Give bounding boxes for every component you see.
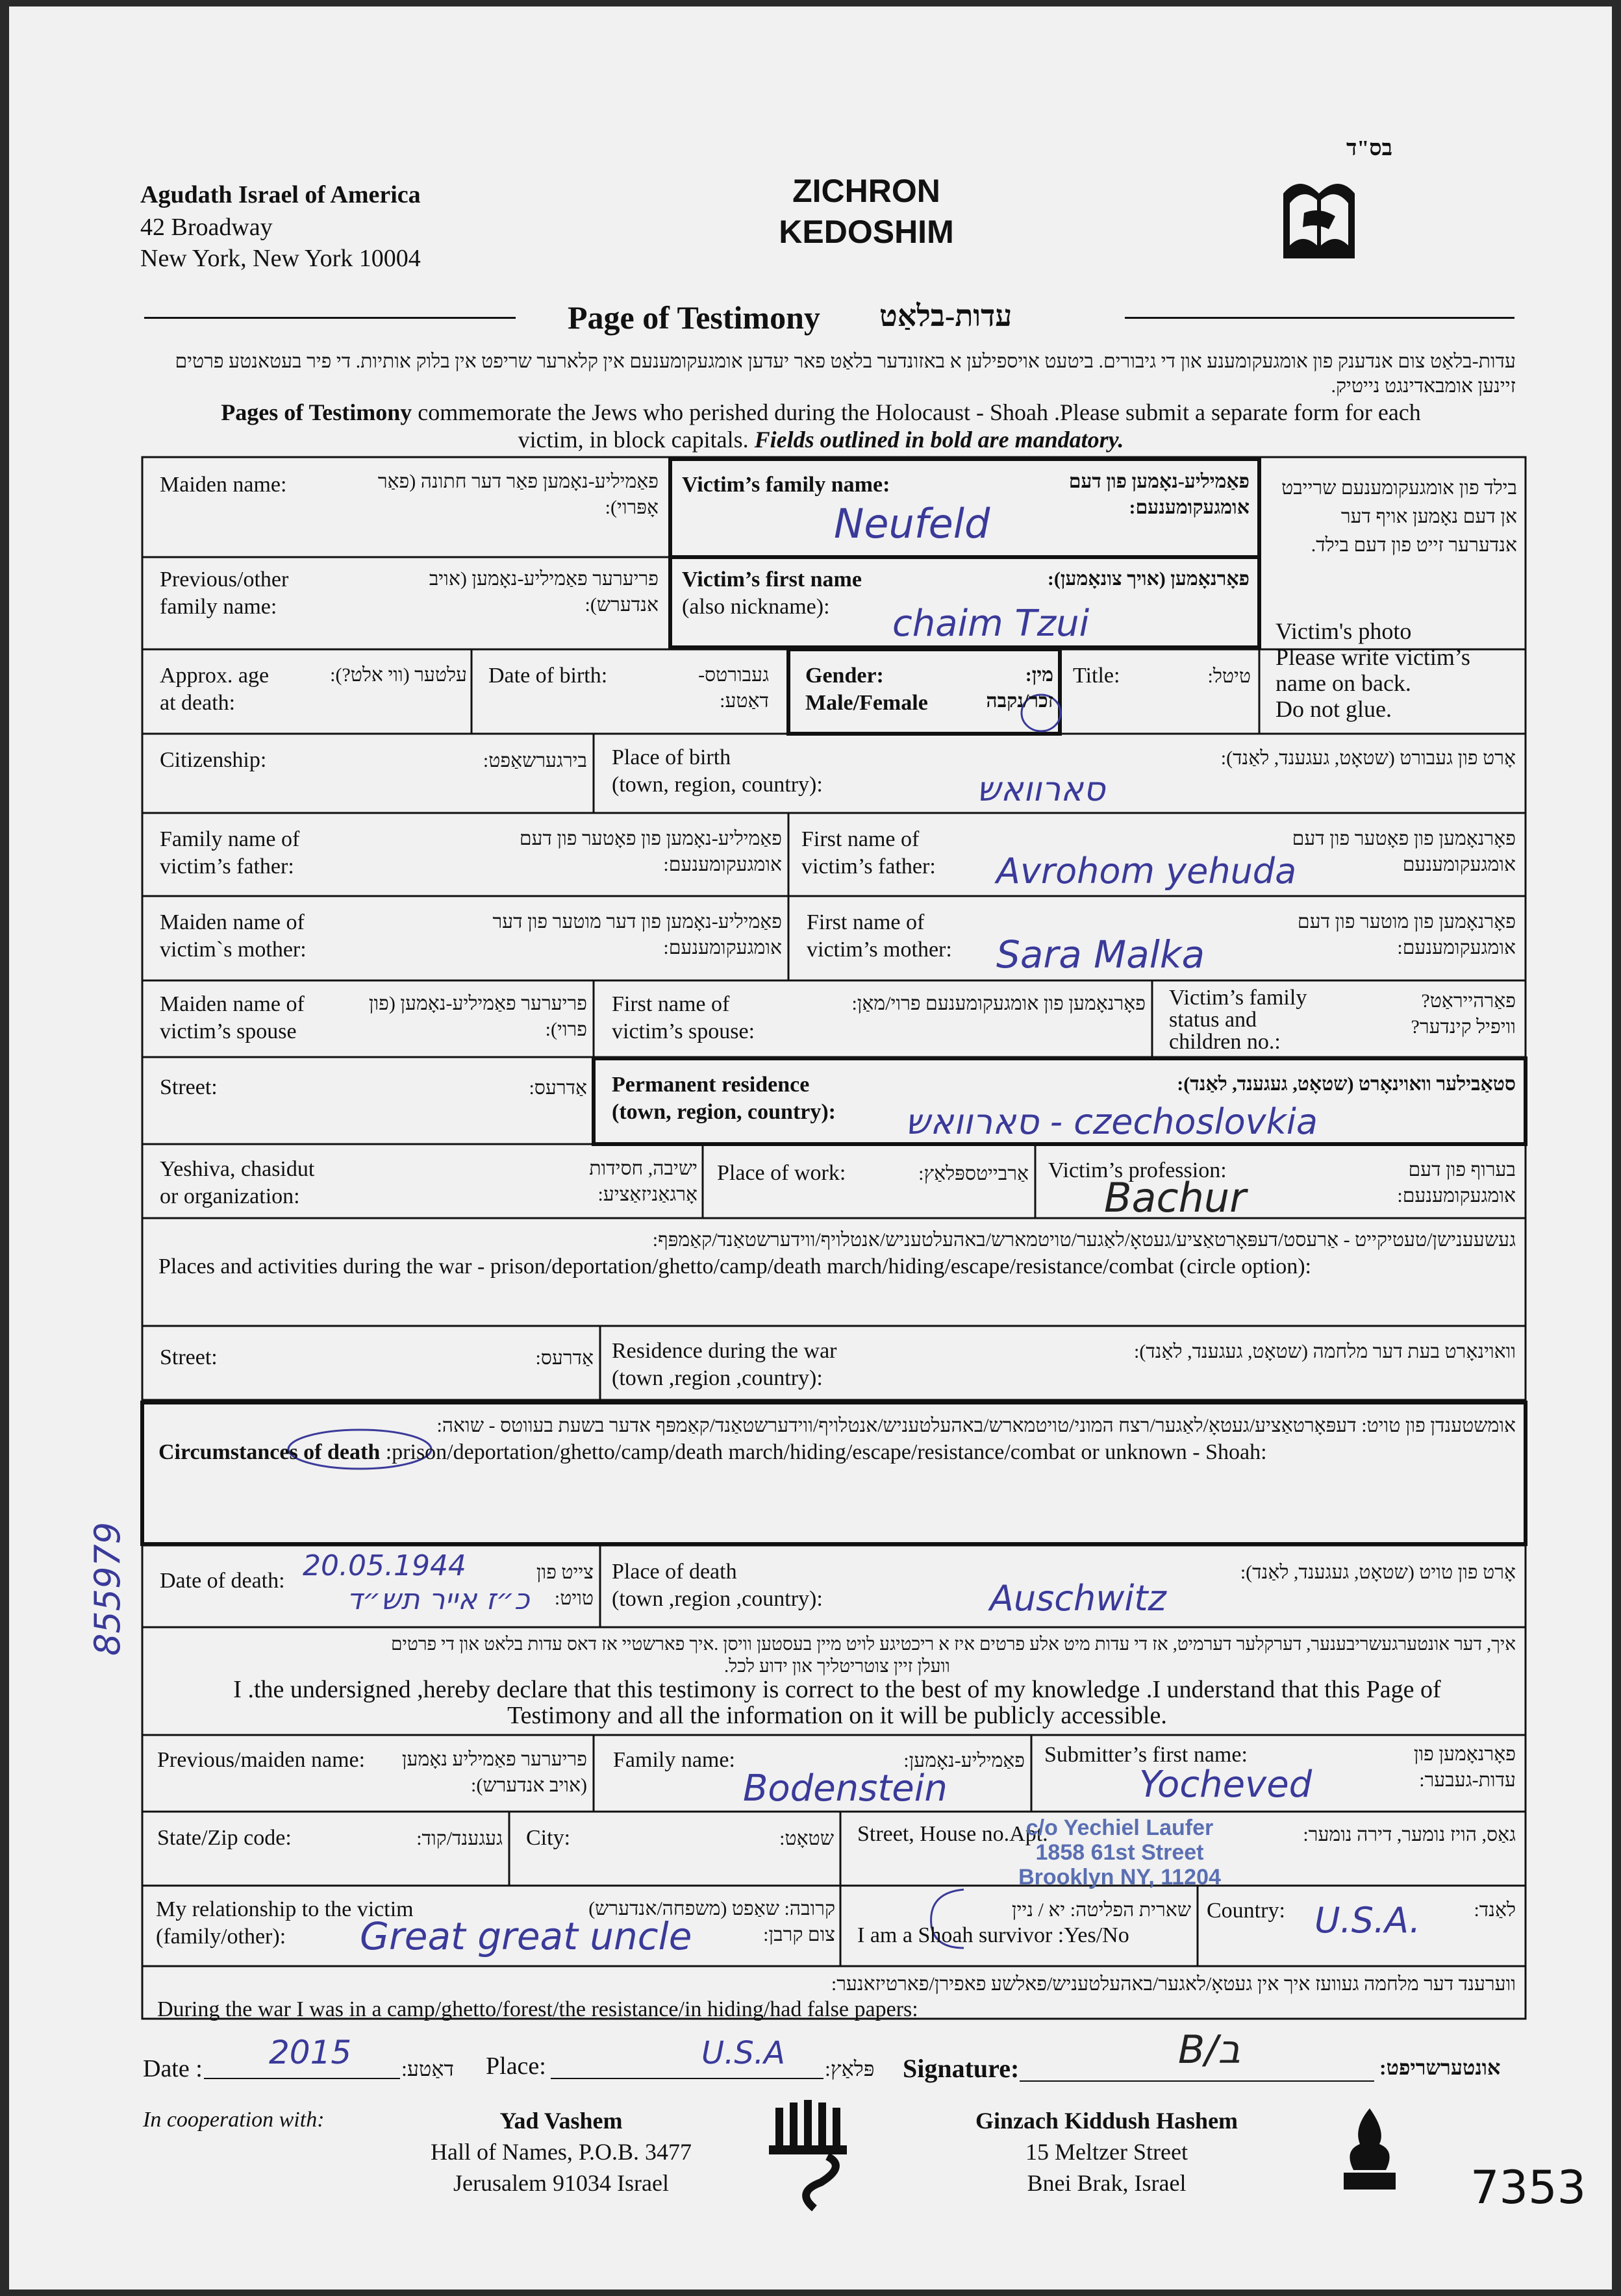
intro-english: Pages of Testimony commemorate the Jews who perished during the Holocaust - Shoah .Please submit a separate form for each <box>221 399 1421 425</box>
submitter-family-value[interactable]: Bodenstein <box>743 1767 948 1810</box>
dob-label: Date of birth: <box>488 664 608 688</box>
family-status-label: Victim’s family status and children no.: <box>1169 986 1307 1054</box>
spouse-first-label: First name of victim’s spouse: <box>612 992 755 1043</box>
street-label: Street: <box>160 1075 218 1099</box>
death-place-yiddish: אָרט פון טויט (שטאָט, געגענד, לאַנד): <box>1240 1562 1516 1583</box>
intro-english-2: victim, in block capitals. Fields outlined in bold are mandatory. <box>518 427 1124 453</box>
street-yiddish: אַדרעס: <box>529 1077 587 1099</box>
submitter-family-yiddish: פאַמיליע-נאָמען: <box>903 1750 1025 1771</box>
date-yiddish: דאַטע: <box>401 2057 454 2080</box>
father-first-value[interactable]: Avrohom yehuda <box>996 851 1297 892</box>
submitter-prev-name-label: Previous/maiden name: <box>157 1748 366 1772</box>
relationship-value[interactable]: Great great uncle <box>360 1914 692 1958</box>
maiden-name-yiddish: פאַמיליע-נאָמען פאַר דער חתונה (פאַר אָפּרוי): <box>377 471 659 518</box>
family-status-yiddish: פאַרהייראַט? וויפיל קינדער? <box>1411 990 1516 1038</box>
residence-value[interactable]: סארוואש - czechoslovkia <box>905 1101 1318 1142</box>
death-place-value[interactable]: Auschwitz <box>990 1578 1166 1619</box>
street-no-yiddish: גאַס, הויז נומער, דירה נומער: <box>1303 1824 1516 1845</box>
place-label: Place: <box>486 2053 546 2080</box>
declaration-yiddish: איך, דער אונטערגעשריבענער, דערקלער דערמיט, אז די עדות מיט אלע פרטים איז א ריכטיגע לויט מיין בעסטען וויסן .איך פארשטיי אז דאס עדות בלאט און די פרטים וועלן זיין צוטריטליך און ידוע לכל. <box>391 1634 1516 1677</box>
war-camp-yiddish: ווערענד דער מלחמה געוועז איך אין געטאָ/לאגער/באהעלטעניש/פאלשע פאפירן/פארטיזאנער: <box>831 1973 1516 1995</box>
org-address-1: 42 Broadway <box>140 214 273 241</box>
spouse-first-yiddish: פאָרנאָמען פון אומגעקומענעם פרוי/מאַן: <box>851 993 1146 1014</box>
circumstances-label: Circumstances of death :prison/deportation/ghetto/camp/death march/hiding/escape/resistance/combat or unknown - Shoah: <box>158 1440 1267 1464</box>
place-yiddish: פּלאַץ: <box>825 2057 875 2080</box>
submitter-prev-name-yiddish: פריערער פאַמיליע נאָמען (אויב אנדערש): <box>401 1749 587 1796</box>
testimony-page <box>9 6 1612 2290</box>
circumstances-yiddish: אומשטענדן פון טויט: דעפּאָרטאַציע/געטאָ/לאַגער/רצח המוני/טויטמארש/באהעלטעניש/אנטלויף/ווידערשטאַנד/קאַמפּף אדער בשעת בעווטס - שואה: <box>436 1415 1516 1436</box>
mother-maiden-label: Maiden name of victim`s mother: <box>160 910 307 962</box>
org-address-2: New York, New York 10004 <box>140 245 421 272</box>
state-label: State/Zip code: <box>157 1826 292 1850</box>
age-label: Approx. age at death: <box>160 664 270 715</box>
mother-first-label: First name of victim’s mother: <box>807 910 952 962</box>
first-name-label: Victim’s first name (also nickname): <box>682 568 862 619</box>
dob-yiddish: געבורטס- דאַטע: <box>698 664 769 712</box>
declaration-english: I .the undersigned ,hereby declare that this testimony is correct to the best of my knowledge .I understand that this Page of Testimony and all the information on it will be publicly accessible. <box>233 1676 1441 1729</box>
mother-first-value[interactable]: Sara Malka <box>996 932 1205 977</box>
title-kedoshim: KEDOSHIM <box>779 214 954 250</box>
mother-first-yiddish: פאָרנאָמען פון מוטער פון דעם אומגעקומענעם: <box>1297 911 1516 958</box>
death-date-value[interactable]: 20.05.1944 <box>303 1549 466 1582</box>
war-residence-yiddish: וואוינאָרט בעת דער מלחמה (שטאָט, געגענד, לאַנד): <box>1134 1341 1516 1362</box>
city-label: City: <box>526 1826 571 1850</box>
archive-number: 7353 <box>1470 2161 1587 2214</box>
date-value[interactable]: 2015 <box>269 2034 352 2071</box>
mother-maiden-yiddish: פאַמיליע-נאָמען פון דער מוטער פון דער אומגעקומענעם: <box>492 911 782 958</box>
age-yiddish: עלטער (ווי אלט?): <box>330 664 467 686</box>
war-street-yiddish: אַדרעס: <box>535 1347 594 1369</box>
birthplace-label: Place of birth (town, region, country): <box>612 745 823 797</box>
cooperation-label: In cooperation with: <box>143 2108 325 2132</box>
death-date-hebrew-value[interactable]: כ״ז אייר תש״ד <box>347 1583 530 1616</box>
title-zichron: ZICHRON <box>792 173 940 209</box>
signature-value[interactable]: B/ב <box>1178 2027 1241 2073</box>
father-family-yiddish: פאַמיליע-נאָמען פון פאָטער פון דעם אומגעקומענעם: <box>519 828 782 875</box>
death-place-label: Place of death (town ,region ,country): <box>612 1560 823 1611</box>
residence-label: Permanent residence (town, region, country): <box>612 1073 836 1124</box>
survivor-yiddish[interactable]: שארית הפליטה: יא / ניין <box>1011 1899 1191 1921</box>
gender-yiddish[interactable]: מין: זכר/נקבה <box>986 664 1053 712</box>
yad-vashem-block: Yad Vashem Hall of Names, P.O.B. 3477 Jerusalem 91034 Israel <box>431 2108 692 2196</box>
signature-yiddish: אונטערשריפט: <box>1379 2056 1501 2079</box>
previous-name-yiddish: פריערער פאַמיליע-נאָמען (אויב אנדערש): <box>429 568 659 616</box>
intro-yiddish: עדות-בלאַט צום אנדענק פון אומגעקומענע און די גיבורים. ביטעט אויספילען א באזונדער בלאַט פאר יעדען אומגעקומענעם אין קלארער שריפט אין בלוק אותיות. די פיר בעטאנטע פרטים זיינען אומבאדינגט נייטיק. <box>175 351 1516 397</box>
first-name-value[interactable]: chaim Tzui <box>892 603 1090 645</box>
photo-label: Victim's photo Please write victim’s name on back. Do not glue. <box>1275 618 1470 722</box>
street-no-label: Street, House no.Apt. <box>857 1822 1048 1846</box>
places-label: Places and activities during the war - prison/deportation/ghetto/camp/death march/hiding/escape/resistance/combat (circle option): <box>158 1254 1311 1279</box>
date-label: Date : <box>143 2055 203 2082</box>
profession-label: Victim’s profession: <box>1048 1158 1227 1182</box>
page-title: Page of Testimony <box>568 299 820 336</box>
previous-name-label: Previous/other family name: <box>160 568 289 619</box>
place-value[interactable]: U.S.A <box>701 2035 785 2071</box>
death-date-yiddish: צייט פון טויט: <box>536 1562 594 1609</box>
first-name-yiddish: פאָרנאָמען (אויך צונאָמען): <box>1047 568 1250 590</box>
ginzach-block: Ginzach Kiddush Hashem 15 Meltzer Street Bnei Brak, Israel <box>975 2108 1238 2196</box>
address-stamp: c/o Yechiel Laufer 1858 61st Street Brooklyn NY, 11204 <box>1018 1816 1221 1890</box>
maiden-name-label: Maiden name: <box>160 473 287 497</box>
father-first-label: First name of victim’s father: <box>801 827 936 879</box>
father-first-yiddish: פאָרנאָמען פון פאָטער פון דעם אומגעקומענעם <box>1292 828 1516 875</box>
submitter-first-value[interactable]: Yocheved <box>1139 1764 1313 1806</box>
citizenship-yiddish: בירגערשאַפט: <box>483 750 587 771</box>
relationship-label: My relationship to the victim (family/other): <box>156 1897 414 1949</box>
submitter-first-yiddish: פאָרנאָמען פון עדות-געבער: <box>1413 1743 1516 1791</box>
family-name-value[interactable]: Neufeld <box>834 500 990 547</box>
gender-label: Gender: Male/Female <box>805 664 928 715</box>
country-label: Country: <box>1207 1899 1285 1923</box>
margin-number: 855979 <box>87 1521 128 1656</box>
citizenship-label: Citizenship: <box>160 748 267 772</box>
bsd-mark: בס"ד <box>1346 136 1392 160</box>
photo-yiddish: בילד פון אומגעקומענעם שרייבט אן דעם נאָמען אויף דער אנדערער זייט פון דעם בילד. <box>1281 477 1517 556</box>
yeshiva-yiddish: ישיבה, חסידות אָרגאַניזאַציע: <box>589 1158 697 1205</box>
country-value[interactable]: U.S.A. <box>1314 1900 1421 1941</box>
survivor-label: I am a Shoah survivor :Yes/No <box>857 1923 1129 1947</box>
family-name-label: Victim’s family name: <box>682 473 890 497</box>
yeshiva-label: Yeshiva, chasidut or organization: <box>160 1157 315 1208</box>
work-yiddish: אַרבייטספּלאַץ: <box>918 1163 1029 1184</box>
submitter-family-label: Family name: <box>613 1748 735 1772</box>
yad-vashem-logo-icon <box>762 2095 866 2212</box>
spouse-maiden-label: Maiden name of victim’s spouse <box>160 992 305 1043</box>
war-street-label: Street: <box>160 1345 218 1369</box>
war-camp-label: During the war I was in a camp/ghetto/forest/the resistance/in hiding/had false papers: <box>157 1997 918 2021</box>
death-date-label: Date of death: <box>160 1569 285 1593</box>
submitter-first-label: Submitter’s first name: <box>1044 1743 1248 1767</box>
work-label: Place of work: <box>717 1161 846 1185</box>
country-yiddish: לאַנד: <box>1474 1899 1516 1921</box>
city-yiddish: שטאָט: <box>779 1828 834 1849</box>
profession-yiddish: בערוף פון דעם אומגעקומענעם: <box>1397 1159 1516 1206</box>
flame-emblem-icon <box>1334 2105 1405 2196</box>
places-yiddish: געשעענישן/טעטיקייט - אַרעסט/דעפּאָרטאַציע/געטאָ/לאַגער/טויטמארש/באהעלטעניש/אנטלויף/ווידערשטאַנד/קאַמפּף: <box>652 1229 1516 1251</box>
title-label: Title: <box>1073 664 1120 688</box>
title-yiddish: טיטל: <box>1207 666 1251 687</box>
profession-value[interactable]: Bachur <box>1104 1174 1246 1221</box>
spouse-maiden-yiddish: פריערער פאַמיליע-נאָמען (פון פרוי): <box>368 993 587 1040</box>
family-name-yiddish: פאַמיליע-נאָמען פון דעם אומגעקומענעם: <box>1068 471 1250 518</box>
war-residence-label: Residence during the war (town ,region ,country): <box>612 1339 837 1390</box>
signature-label: Signature: <box>903 2054 1020 2083</box>
birthplace-value[interactable]: סארוואש <box>977 770 1105 809</box>
page-title-yiddish: עדות-בלאַט <box>879 299 1012 332</box>
state-yiddish: געגענד/קוד: <box>416 1828 503 1849</box>
residence-yiddish: סטאַבילער וואוינאָרט (שטאָט, געגענד, לאַנד): <box>1177 1073 1516 1095</box>
father-family-label: Family name of victim’s father: <box>160 827 300 879</box>
relationship-yiddish: קרובה: שאַפט (משפחה/אנדערש) צום קרבן: <box>588 1898 835 1945</box>
org-name: Agudath Israel of America <box>140 181 421 208</box>
birthplace-yiddish: אָרט פון געבורט (שטאָט, געגענד, לאַנד): <box>1220 747 1516 769</box>
